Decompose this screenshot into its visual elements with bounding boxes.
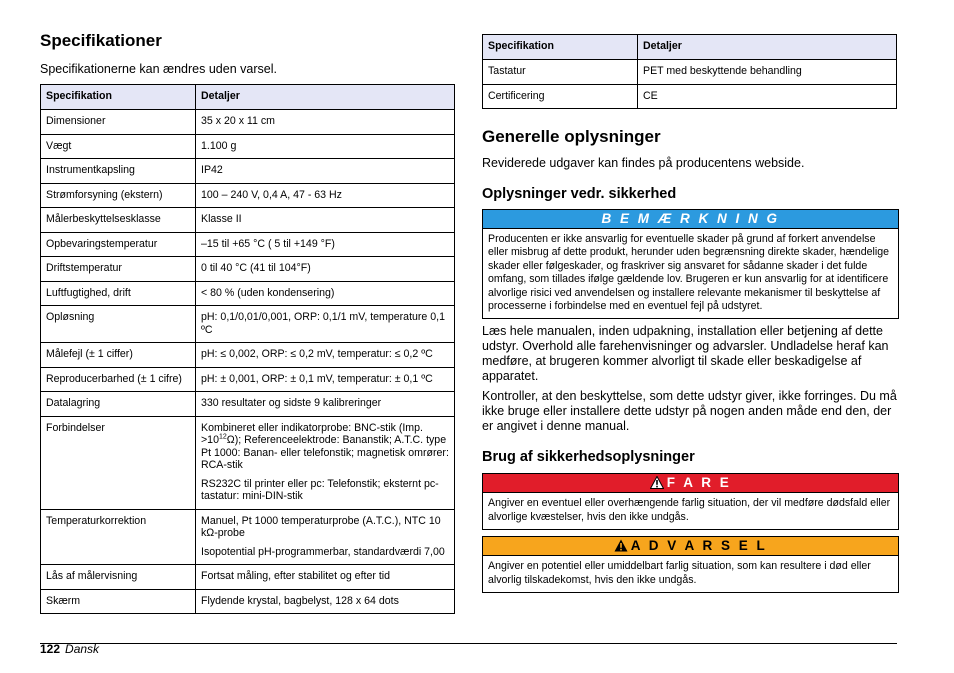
warning-header: [483, 537, 898, 555]
danger-header: [483, 474, 898, 492]
details-paragraph: < 80 % (uden kondensering): [201, 286, 335, 299]
table-row: [41, 367, 455, 392]
table-row: [41, 589, 455, 614]
spec-details-cell: [196, 392, 455, 417]
spec-details-cell: [196, 232, 455, 257]
note-box: [482, 209, 899, 319]
table-row: [41, 183, 455, 208]
spec-details-cell: [196, 589, 455, 614]
specifications-table-continued-body: [483, 60, 897, 109]
note-text: Producenten er ikke ansvarlig for eventuelle skader på grund af forkert anvendelse eller misbrug af dette produkt, herunder uden begrænsning direkte skader, hændelige skader eller følgeskader, og fraskriver sig ansvaret for sådanne skader i det fulde omfang, som tillades ifølge gældende lov. Brugeren er kun ansvarlig for at identificere alvorlige risici ved anvendelsen og installere relevante mekanismer til beskyttelse af processerne i forbindelse med en eventuel fejl på udstyret.: [483, 228, 898, 318]
specifications-table-continued: [482, 34, 897, 109]
table-header-spec: Specifikation: [41, 85, 196, 110]
spec-details-cell: [196, 159, 455, 184]
spec-details-cell: [196, 257, 455, 282]
spec-details-cell: [196, 509, 455, 565]
details-paragraph: IP42: [201, 164, 223, 176]
note-header: B E M Æ R K N I N G: [483, 210, 898, 228]
specifications-title: Specifikationer: [40, 31, 162, 50]
spec-name-cell: Dimensioner: [41, 110, 196, 135]
spec-name-cell: Lås af målervisning: [41, 565, 196, 590]
spec-name-cell: Reproducerbarhed (± 1 cifre): [41, 367, 196, 392]
details-paragraph: Flydende krystal, bagbelyst, 128 x 64 dots: [201, 594, 399, 607]
general-info-text: Reviderede udgaver kan findes på producentens webside.: [482, 156, 805, 170]
details-paragraph: pH: ≤ 0,002, ORP: ≤ 0,2 mV, temperatur: ≤ 0,2 ºC: [201, 348, 433, 360]
specifications-table: [40, 84, 455, 614]
left-column: [40, 30, 455, 614]
safety-paragraph-1: Læs hele manualen, inden udpakning, installation eller betjening af dette udstyr. Overhold alle farehenvisninger og advarsler. Undladelse heraf kan medføre, at brugeren kommer alvorligt til skade eller beskadigelse af apparatet.: [482, 324, 889, 384]
danger-box: [482, 473, 899, 530]
page-number: 122: [40, 642, 61, 656]
page-footer: [40, 642, 99, 656]
details-paragraph: 1.100 g: [201, 139, 237, 152]
details-text: Ω); Referenceelektrode: Bananstik; A.T.C. type Pt 1000: Banan- eller telefonstik; magnetisk omrører: RCA-stik: [201, 434, 449, 471]
table-row: [483, 84, 897, 109]
table-header-details: Detaljer: [638, 35, 897, 60]
table-header-details: Detaljer: [196, 85, 455, 110]
table-row: [41, 416, 455, 509]
table-row: [41, 232, 455, 257]
table-row: [41, 159, 455, 184]
spec-name-cell: Datalagring: [41, 392, 196, 417]
table-row: [41, 208, 455, 233]
details-paragraph: 100 – 240 V, 0,4 A, 47 - 63 Hz: [201, 188, 342, 201]
spec-name-cell: Temperaturkorrektion: [41, 509, 196, 565]
details-paragraph: 330 resultater og sidste 9 kalibreringer: [201, 397, 382, 409]
table-row: [41, 257, 455, 282]
details-paragraph: Manuel, Pt 1000 temperaturprobe (A.T.C.), NTC 10 kΩ-probe: [201, 514, 441, 539]
spec-name-cell: Målefejl (± 1 ciffer): [41, 343, 196, 368]
safety-info-title: Oplysninger vedr. sikkerhed: [482, 186, 677, 202]
details-text: Kombineret eller indikatorprobe: BNC-stik (Imp. >10: [201, 421, 423, 446]
details-paragraph: pH: ± 0,001, ORP: ± 0,1 mV, temperatur: ± 0,1 ºC: [201, 372, 433, 385]
spec-details-cell: [196, 565, 455, 590]
table-row: [41, 509, 455, 565]
spec-details-cell: [196, 208, 455, 233]
details-paragraph: [201, 422, 449, 472]
spec-details-cell: [196, 134, 455, 159]
table-header-row: [483, 35, 897, 60]
spec-name-cell: Driftstemperatur: [41, 257, 196, 282]
danger-text: Angiver en eventuel eller overhængende farlig situation, der vil medføre dødsfald eller alvorlige kvæstelser, hvis den ikke undgås.: [483, 492, 898, 529]
table-header-row: [41, 85, 455, 110]
safety-usage-title: Brug af sikkerhedsoplysninger: [482, 449, 695, 466]
warning-box: [482, 536, 899, 593]
specifications-intro: Specifikationerne kan ændres uden varsel.: [40, 62, 277, 76]
warning-text: Angiver en potentiel eller umiddelbart farlig situation, som kan resultere i død eller alvorlig tilskadekomst, hvis den ikke undgås.: [483, 555, 898, 592]
spec-name-cell: Opbevaringstemperatur: [41, 232, 196, 257]
details-paragraph: pH: 0,1/0,01/0,001, ORP: 0,1/1 mV, temperature 0,1 ºC: [201, 311, 445, 336]
warning-label: A D V A R S E L: [630, 538, 768, 554]
spec-details-cell: CE: [638, 84, 897, 109]
spec-name-cell: Skærm: [41, 589, 196, 614]
footer-language: Dansk: [65, 642, 100, 656]
footer-rule: [40, 643, 897, 644]
spec-name-cell: Strømforsyning (ekstern): [41, 183, 196, 208]
details-paragraph: –15 til +65 °C ( 5 til +149 °F): [201, 237, 335, 250]
spec-name-cell: Målerbeskyttelsesklasse: [41, 208, 196, 233]
table-row: [41, 343, 455, 368]
spec-name-cell: Certificering: [483, 84, 638, 109]
spec-details-cell: [196, 306, 455, 343]
spec-details-cell: [196, 110, 455, 135]
table-row: [41, 392, 455, 417]
details-paragraph: Fortsat måling, efter stabilitet og efter tid: [201, 570, 391, 582]
details-paragraph: RS232C til printer eller pc: Telefonstik; eksternt pc-tastatur: mini-DIN-stik: [201, 477, 439, 502]
table-row: [41, 134, 455, 159]
table-header-spec: Specifikation: [483, 35, 638, 60]
danger-label: F A R E: [666, 475, 732, 491]
warning-triangle-icon: [650, 476, 664, 489]
spec-details-cell: [196, 281, 455, 306]
details-paragraph: 35 x 20 x 11 cm: [201, 115, 275, 127]
spec-name-cell: Forbindelser: [41, 416, 196, 509]
details-superscript: 12: [218, 433, 227, 441]
spec-name-cell: Vægt: [41, 134, 196, 159]
spec-name-cell: Instrumentkapsling: [41, 159, 196, 184]
general-info-title: Generelle oplysninger: [482, 127, 661, 146]
specifications-table-body: [41, 110, 455, 614]
table-row: [41, 110, 455, 135]
spec-name-cell: Tastatur: [483, 60, 638, 85]
warning-triangle-icon: [614, 539, 628, 552]
spec-details-cell: PET med beskyttende behandling: [638, 60, 897, 85]
details-paragraph: 0 til 40 °C (41 til 104°F): [201, 262, 311, 274]
spec-details-cell: [196, 367, 455, 392]
details-paragraph: Isopotential pH-programmerbar, standardværdi 7,00: [201, 545, 445, 558]
table-row: [41, 565, 455, 590]
spec-details-cell: [196, 183, 455, 208]
table-row: [483, 60, 897, 85]
right-column: [482, 34, 897, 593]
spec-name-cell: Opløsning: [41, 306, 196, 343]
safety-paragraph-2: Kontroller, at den beskyttelse, som dette udstyr giver, ikke forringes. Du må ikke bruge eller installere dette udstyr på nogen anden måde end den, der er angivet i denne manual.: [482, 389, 897, 434]
details-paragraph: Klasse II: [201, 213, 242, 225]
table-row: [41, 281, 455, 306]
spec-details-cell: [196, 343, 455, 368]
table-row: [41, 306, 455, 343]
spec-name-cell: Luftfugtighed, drift: [41, 281, 196, 306]
spec-details-cell: [196, 416, 455, 509]
